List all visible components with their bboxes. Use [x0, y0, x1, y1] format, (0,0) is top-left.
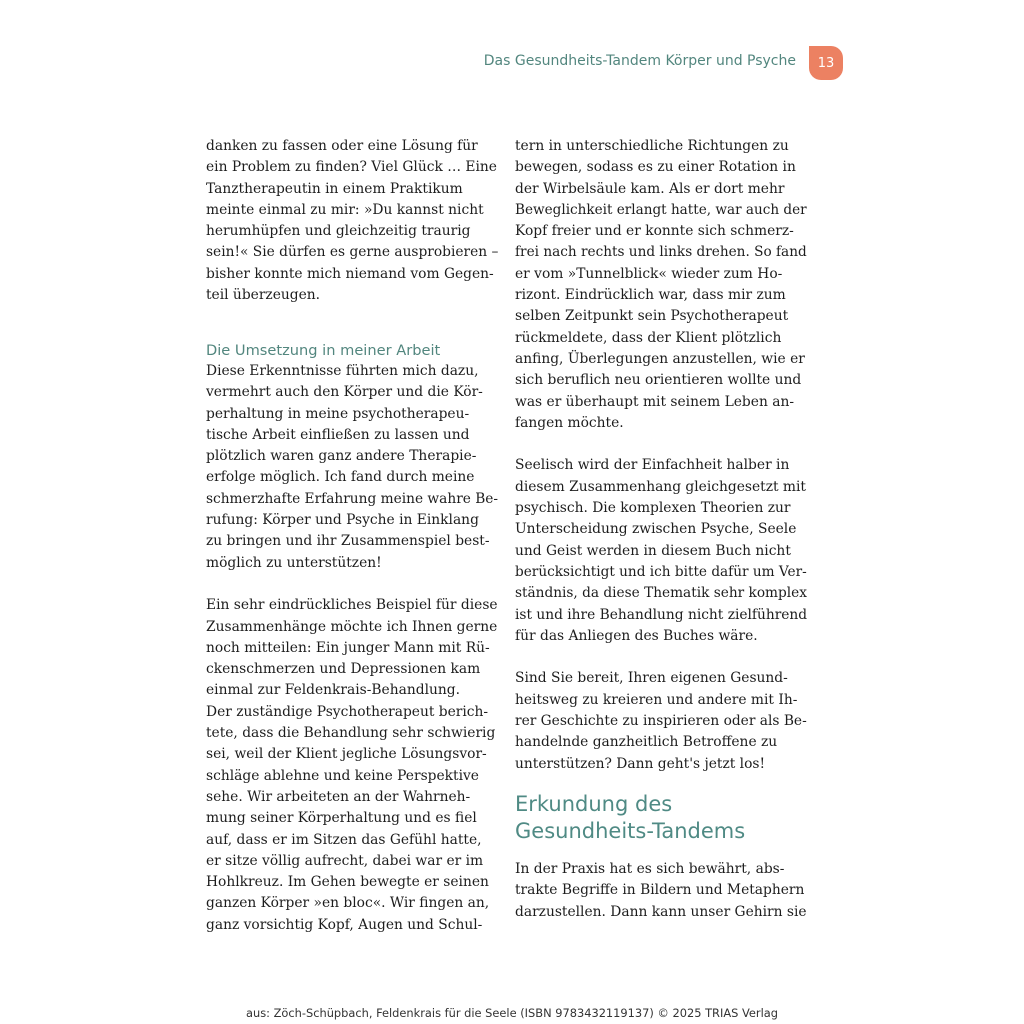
text-line: zu bringen und ihr Zusammenspiel best- [206, 533, 490, 550]
text-line: Beweglichkeit erlangt hatte, war auch der [515, 201, 807, 218]
text-line: bewegen, sodass es zu einer Rotation in [515, 159, 796, 176]
text-line: schmerzhafte Erfahrung meine wahre Be- [206, 490, 499, 507]
subheading: Die Umsetzung in meiner Arbeit [206, 341, 441, 359]
text-line: ein Problem zu finden? Viel Glück … Eine [206, 159, 497, 176]
text-line: ckenschmerzen und Depressionen kam [206, 661, 481, 678]
right-column [515, 136, 815, 923]
text-line: Seelisch wird der Einfachheit halber in [515, 457, 790, 474]
text-line: ganz vorsichtig Kopf, Augen und Schul- [206, 916, 483, 933]
paragraph [206, 361, 506, 574]
paragraph [515, 455, 815, 647]
text-line: tete, dass die Behandlung sehr schwierig [206, 725, 496, 742]
text-line: herumhüpfen und gleichzeitig traurig [206, 223, 471, 240]
paragraph [206, 136, 506, 306]
text-line: und Geist werden in diesem Buch nicht [515, 542, 791, 559]
text-line: In der Praxis hat es sich bewährt, abs- [515, 860, 785, 877]
text-line: ständnis, da diese Thematik sehr komplex [515, 585, 807, 602]
text-line: rufung: Körper und Psyche in Einklang [206, 512, 479, 529]
text-line: Kopf freier und er konnte sich schmerz- [515, 223, 794, 240]
text-line: psychisch. Die komplexen Theorien zur [515, 500, 791, 517]
text-line: meinte einmal zu mir: »Du kannst nicht [206, 201, 484, 218]
text-line: perhaltung in meine psychotherapeu- [206, 405, 470, 422]
text-line: teil überzeugen. [206, 287, 321, 304]
text-line: für das Anliegen des Buches wäre. [515, 627, 758, 644]
text-line: rer Geschichte zu inspirieren oder als Be- [515, 713, 807, 730]
text-line: Tanztherapeutin in einem Praktikum [206, 180, 463, 197]
text-line: tern in unterschiedliche Richtungen zu [515, 138, 789, 154]
paragraph [515, 136, 815, 434]
text-line: sehe. Wir arbeiteten an der Wahrneh- [206, 788, 471, 805]
text-line: mung seiner Körperhaltung und es fiel [206, 810, 477, 827]
text-line: rückmeldete, dass der Klient plötzlich [515, 329, 782, 346]
text-line: berücksichtigt und ich bitte dafür um Ver- [515, 563, 807, 580]
page-number-badge: 13 [809, 46, 843, 80]
section-heading-line: Erkundung des [515, 791, 673, 816]
text-line: Sind Sie bereit, Ihren eigenen Gesund- [515, 670, 788, 687]
text-line: sich beruflich neu orientieren wollte und [515, 372, 802, 389]
paragraph [206, 595, 506, 936]
paragraph [515, 668, 815, 774]
text-line: ganzen Körper »en bloc«. Wir fingen an, [206, 895, 490, 912]
text-line: Der zuständige Psychotherapeut berich- [206, 703, 489, 720]
text-line: erfolge möglich. Ich fand durch meine [206, 469, 475, 486]
text-line: noch mitteilen: Ein junger Mann mit Rü- [206, 639, 490, 656]
text-line: der Wirbelsäule kam. Als er dort mehr [515, 180, 785, 197]
text-line: heitsweg zu kreieren und andere mit Ih- [515, 691, 798, 708]
text-line: tische Arbeit einfließen zu lassen und [206, 426, 470, 443]
text-line: vermehrt auch den Körper und die Kör- [206, 384, 483, 401]
text-line: Unterscheidung zwischen Psyche, Seele [515, 521, 797, 538]
text-line: sei, weil der Klient jegliche Lösungsvor- [206, 746, 487, 763]
text-line: Hohlkreuz. Im Gehen bewegte er seinen [206, 874, 489, 891]
text-line: einmal zur Feldenkrais-Behandlung. [206, 682, 460, 699]
text-line: unterstützen? Dann geht's jetzt los! [515, 755, 766, 772]
text-line: anfing, Überlegungen anzustellen, wie er [515, 350, 805, 367]
running-header: Das Gesundheits-Tandem Körper und Psyche [483, 53, 796, 69]
text-line: bisher konnte mich niemand vom Gegen- [206, 265, 494, 282]
section-heading-line: Gesundheits-Tandems [515, 818, 746, 843]
text-line: frei nach rechts und links drehen. So fand [515, 244, 807, 261]
text-line: handelnde ganzheitlich Betroffene zu [515, 734, 778, 751]
text-line: plötzlich waren ganz andere Therapie- [206, 448, 477, 465]
text-line: möglich zu unterstützen! [206, 554, 382, 571]
text-line: selben Zeitpunkt sein Psychotherapeut [515, 308, 789, 325]
text-line: Zusammenhänge möchte ich Ihnen gerne [206, 618, 498, 635]
left-column [206, 136, 506, 936]
paragraph [515, 859, 815, 923]
text-line: fangen möchte. [515, 414, 624, 431]
text-line: auf, dass er im Sitzen das Gefühl hatte, [206, 831, 482, 848]
text-line: ist und ihre Behandlung nicht zielführend [515, 606, 808, 623]
source-footer: aus: Zöch-Schüpbach, Feldenkrais für die Seele (ISBN 9783432119137) © 2025 TRIAS Verlag [246, 1006, 778, 1020]
text-line: sein!« Sie dürfen es gerne ausprobieren – [206, 244, 499, 261]
text-line: rizont. Eindrücklich war, dass mir zum [515, 287, 786, 304]
text-line: was er überhaupt mit seinem Leben an- [515, 393, 795, 410]
text-line: er sitze völlig aufrecht, dabei war er im [206, 852, 484, 869]
text-line: darzustellen. Dann kann unser Gehirn sie [515, 903, 807, 920]
text-line: Diese Erkenntnisse führten mich dazu, [206, 362, 479, 379]
section-heading [515, 791, 815, 845]
text-line: trakte Begriffe in Bildern und Metaphern [515, 882, 805, 899]
text-line: danken zu fassen oder eine Lösung für [206, 138, 478, 154]
text-line: Ein sehr eindrückliches Beispiel für diese [206, 597, 498, 614]
text-line: schläge ablehne und keine Perspektive [206, 767, 479, 784]
text-line: diesem Zusammenhang gleichgesetzt mit [515, 478, 806, 495]
text-line: er vom »Tunnelblick« wieder zum Ho- [515, 265, 783, 282]
